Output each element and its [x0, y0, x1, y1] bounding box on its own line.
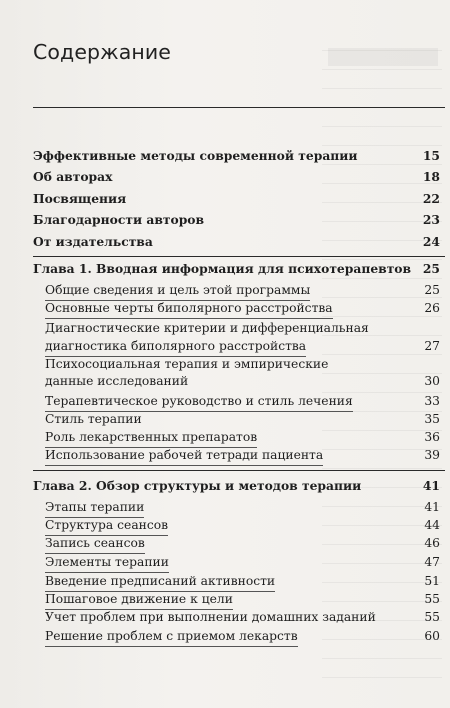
- toc-entry-page: 24: [422, 234, 440, 249]
- toc-subentry-label: Учет проблем при выполнении домашних заданий: [45, 610, 376, 624]
- chapter-entry-label: Глава 2. Обзор структуры и методов терапии: [33, 478, 362, 493]
- toc-subentry-page: 33: [424, 394, 440, 408]
- toc-subentry-page: 27: [424, 339, 440, 353]
- toc-entry-label: Посвящения: [33, 191, 127, 206]
- toc-entry[interactable]: [0, 210, 450, 230]
- toc-subentry[interactable]: [0, 391, 450, 411]
- toc-subentry[interactable]: [0, 552, 450, 572]
- title-rule: [33, 107, 445, 108]
- toc-entry-label: Об авторах: [33, 169, 113, 184]
- toc-subentry-page: 30: [424, 374, 440, 388]
- chapter-entry[interactable]: [0, 259, 450, 279]
- toc-subentry-label: Стиль терапии: [45, 412, 142, 426]
- toc-subentry-label: Общие сведения и цель этой программы: [45, 280, 310, 301]
- toc-subentry-page: 46: [424, 536, 440, 550]
- toc-subentry-page: 51: [424, 574, 440, 588]
- toc-subentry-label: Диагностические критерии и дифференциальная: [45, 321, 369, 335]
- toc-subentry-page: 39: [424, 448, 440, 462]
- section-divider: [33, 470, 445, 471]
- toc-subentry[interactable]: [0, 445, 450, 465]
- toc-subentry[interactable]: [0, 571, 450, 591]
- toc-subentry[interactable]: [0, 626, 450, 646]
- toc-subentry-label: Этапы терапии: [45, 497, 144, 518]
- toc-subentry-label: Роль лекарственных препаратов: [45, 427, 257, 448]
- toc-subentry-label: Использование рабочей тетради пациента: [45, 445, 323, 466]
- toc-subentry-page: 26: [424, 301, 440, 315]
- toc-subentry-page: 44: [424, 518, 440, 532]
- toc-subentry[interactable]: [0, 497, 450, 517]
- toc-entry-label: Благодарности авторов: [33, 212, 205, 227]
- toc-entry[interactable]: [0, 167, 450, 187]
- toc-entry-label: Эффективные методы современной терапии: [33, 148, 358, 163]
- toc-subentry-page: 55: [424, 592, 440, 606]
- toc-subentry-label: Структура сеансов: [45, 515, 168, 536]
- page-title: Содержание: [33, 40, 172, 64]
- toc-subentry-continuation[interactable]: [0, 336, 450, 356]
- toc-subentry-label: Терапевтическое руководство и стиль лечения: [45, 391, 353, 412]
- chapter-entry-page: 41: [422, 478, 440, 493]
- toc-subentry[interactable]: [0, 607, 450, 627]
- toc-subentry-page: 47: [424, 555, 440, 569]
- toc-subentry-label: Пошаговое движение к цели: [45, 589, 233, 610]
- toc-subentry-label: Элементы терапии: [45, 552, 169, 573]
- toc-subentry-label: Основные черты биполярного расстройства: [45, 298, 333, 319]
- toc-subentry[interactable]: [0, 515, 450, 535]
- toc-subentry-page: 35: [424, 412, 440, 426]
- toc-entry-page: 15: [422, 148, 440, 163]
- toc-subentry-page: 60: [424, 629, 440, 643]
- toc-subentry-continuation[interactable]: [0, 371, 450, 391]
- toc-entry[interactable]: [0, 232, 450, 252]
- toc-subentry[interactable]: [0, 427, 450, 447]
- toc-subentry-page: 25: [424, 283, 440, 297]
- toc-subentry[interactable]: [0, 533, 450, 553]
- toc-subentry[interactable]: [0, 409, 450, 429]
- toc-subentry[interactable]: [0, 280, 450, 300]
- toc-subentry-page: 41: [424, 500, 440, 514]
- toc-subentry-page: 36: [424, 430, 440, 444]
- toc-subentry-label: Запись сеансов: [45, 533, 145, 554]
- chapter-entry-page: 25: [422, 261, 440, 276]
- toc-entry-page: 22: [422, 191, 440, 206]
- toc-entry[interactable]: [0, 189, 450, 209]
- toc-entry-page: 18: [422, 169, 440, 184]
- chapter-entry[interactable]: [0, 476, 450, 496]
- toc-entry-label: От издательства: [33, 234, 153, 249]
- toc-subentry-label: Психосоциальная терапия и эмпирические: [45, 357, 329, 371]
- toc-subentry-label: данные исследований: [45, 374, 189, 388]
- section-divider: [33, 256, 445, 257]
- toc-subentry-label: Введение предписаний активности: [45, 571, 275, 592]
- toc-entry-page: 23: [422, 212, 440, 227]
- toc-subentry-page: 55: [424, 610, 440, 624]
- toc-entry[interactable]: [0, 146, 450, 166]
- toc-subentry[interactable]: [0, 589, 450, 609]
- toc-subentry-label: Решение проблем с приемом лекарств: [45, 626, 298, 647]
- chapter-entry-label: Глава 1. Вводная информация для психотерапевтов: [33, 261, 412, 276]
- toc-subentry[interactable]: [0, 318, 450, 338]
- bleed-through-title: [328, 48, 438, 66]
- toc-subentry-label: диагностика биполярного расстройства: [45, 336, 306, 357]
- toc-subentry[interactable]: [0, 298, 450, 318]
